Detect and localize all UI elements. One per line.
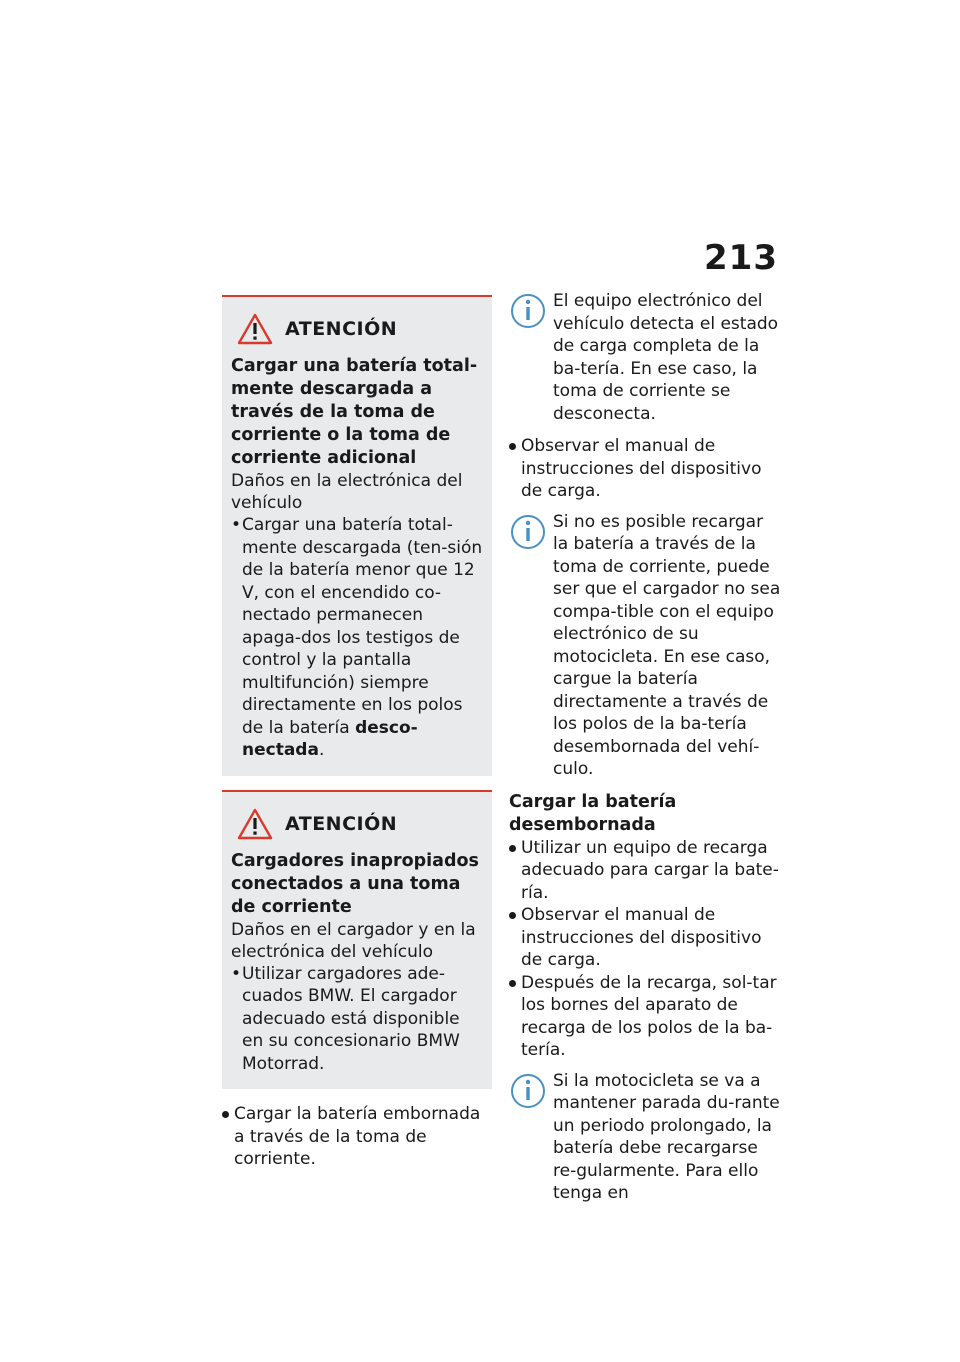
- info-note: [509, 290, 781, 425]
- warning-subheading: Daños en el cargador y en la electrónica del vehículo: [231, 919, 476, 962]
- info-note: [509, 1070, 781, 1205]
- warning-bullet: • Cargar una batería total-mente descargada (ten-sión de la batería menor que 12 V, con el encendido co-nectado permanecen apaga-dos los testigos de control y la pantalla multifunción) siempre directamente en los polos de la batería desco-nectada.: [231, 514, 484, 762]
- right-column: [509, 290, 781, 1215]
- warning-title: ATENCIÓN: [285, 318, 398, 340]
- list-item: Observar el manual de instrucciones del dispositivo de carga.: [509, 904, 781, 972]
- list-item: Después de la recarga, sol-tar los bornes del aparato de recarga de los polos de la ba-tería.: [509, 972, 781, 1062]
- info-note-text: Si no es posible recargar la batería a través de la toma de corriente, puede ser que el cargador no sea compa-tible con el equipo electrónico de su motocicleta. En ese caso, cargue la batería directamente a través de los polos de la ba-tería desembornada del vehí-culo.: [553, 511, 781, 779]
- warning-box: [222, 295, 492, 776]
- info-icon: [509, 511, 547, 553]
- warning-heading: Cargar una batería total-mente descargada a través de la toma de corriente o la toma de corriente adicional: [231, 356, 478, 468]
- info-note-text: Si la motocicleta se va a mantener parada du-rante un periodo prolongado, la batería debe recargarse re-gularmente. Para ello tenga en: [553, 1070, 780, 1203]
- info-icon: [509, 1070, 547, 1112]
- left-column: [222, 295, 492, 1171]
- info-icon: [509, 290, 547, 332]
- warning-title: ATENCIÓN: [285, 812, 398, 835]
- list-item: Observar el manual de instrucciones del dispositivo de carga.: [509, 435, 781, 503]
- info-note-text: El equipo electrónico del vehículo detecta el estado de carga completa de la ba-tería. En ese caso, la toma de corriente se desconecta.: [553, 291, 779, 424]
- warning-triangle-icon: [237, 313, 273, 345]
- list-item: Cargar la batería embornada a través de la toma de corriente.: [222, 1103, 492, 1171]
- warning-bullet: • Utilizar cargadores ade-cuados BMW. El cargador adecuado está disponible en su concesionario BMW Motorrad.: [231, 963, 484, 1076]
- list-item: Utilizar un equipo de recarga adecuado para cargar la bate-ría.: [509, 837, 781, 905]
- warning-subheading: Daños en la electrónica del vehículo: [231, 471, 463, 513]
- warning-triangle-icon: [237, 808, 273, 840]
- section-title: Cargar la batería desembornada: [509, 791, 677, 835]
- warning-heading: Cargadores inapropiados conectados a una toma de corriente: [231, 850, 479, 917]
- warning-box: [222, 790, 492, 1090]
- info-note: [509, 511, 781, 781]
- page-number: 213: [704, 238, 778, 278]
